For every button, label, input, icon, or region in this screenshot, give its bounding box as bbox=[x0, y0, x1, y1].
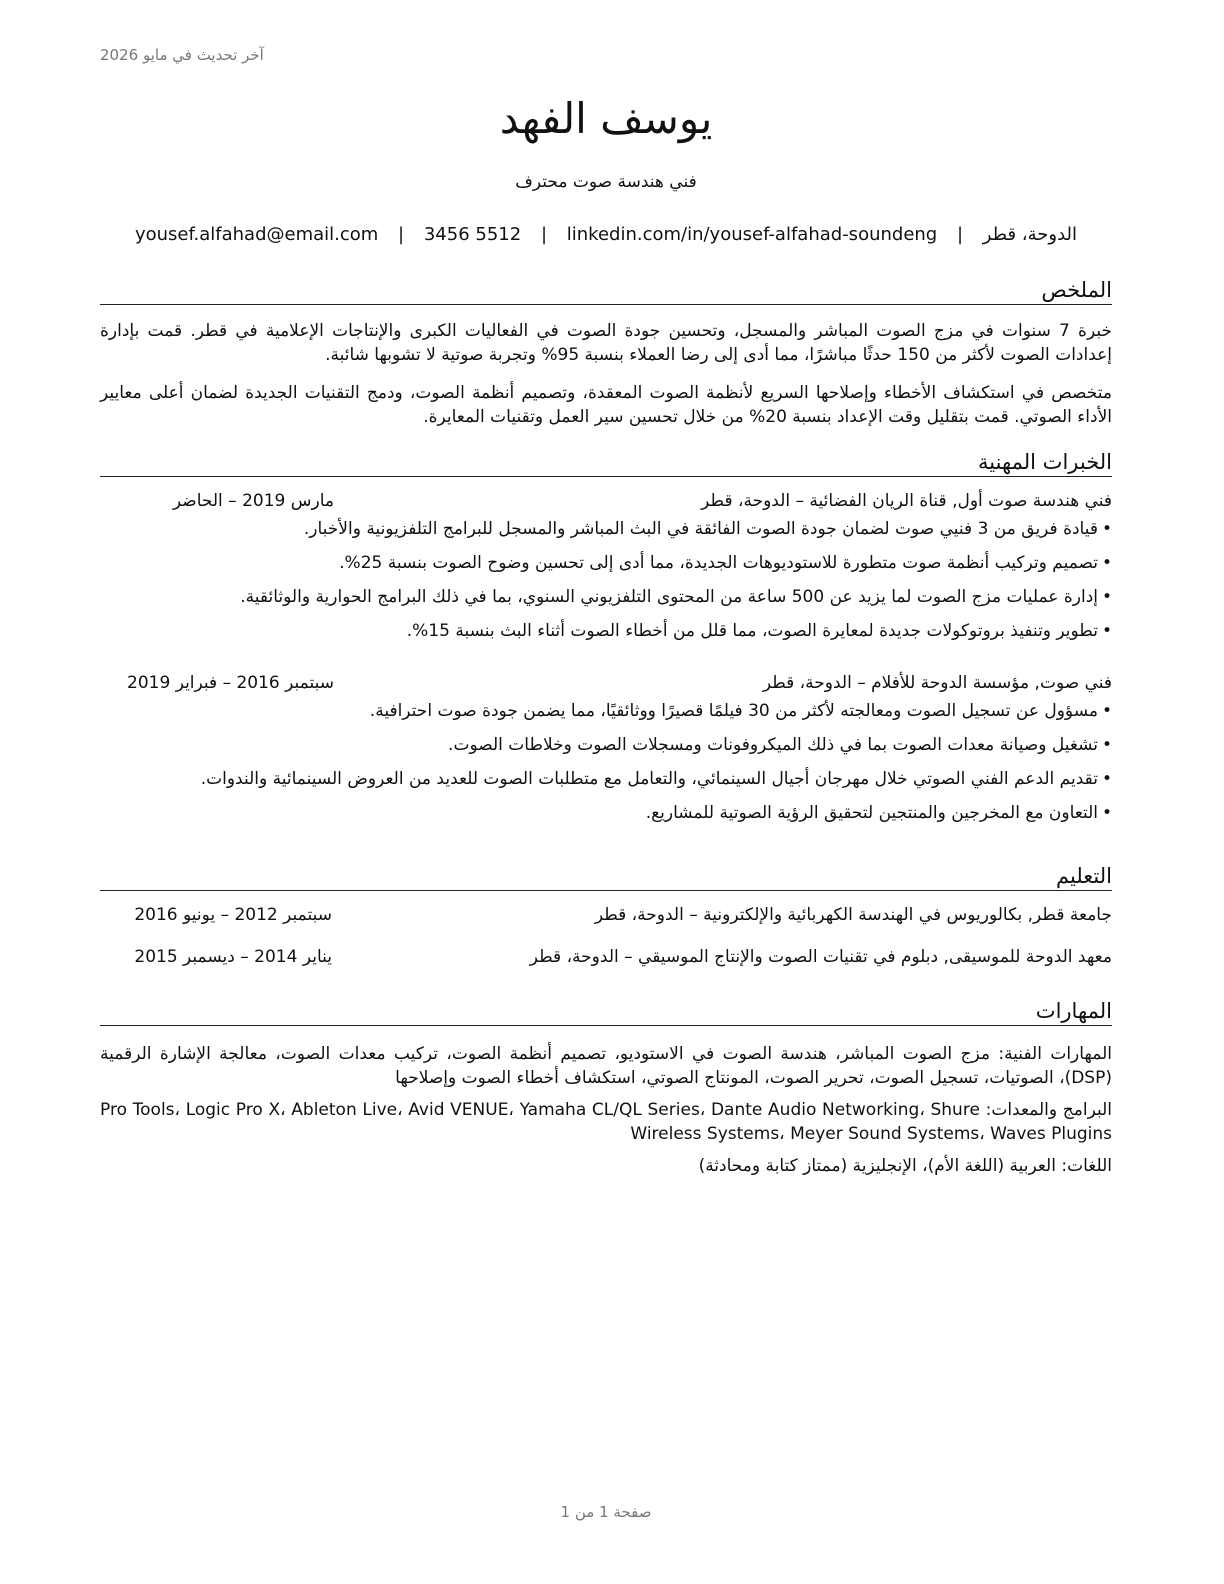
contact-separator: | bbox=[398, 224, 405, 245]
contact-separator: | bbox=[956, 224, 964, 245]
education-title: جامعة قطر, بكالوريوس في الهندسة الكهربائية والإلكترونية – الدوحة، قطر bbox=[594, 905, 1112, 925]
list-item: • تطوير وتنفيذ بروتوكولات جديدة لمعايرة الصوت، مما قلل من أخطاء الصوت أثناء البث بنسبة 15%. bbox=[100, 619, 1112, 653]
resume-page bbox=[100, 0, 1112, 1584]
summary-paragraph: خبرة 7 سنوات في مزج الصوت المباشر والمسجل، وتحسين جودة الصوت في الفعاليات الكبرى والإنتاجات الإعلامية في قطر. قمت بإدارة إعدادات الصوت لأكثر من 150 حدثًا مباشرًا، مما أدى إلى رضا العملاء بنسبة 95% وتجربة صوتية لا تشوبها شائبة. bbox=[100, 321, 1112, 365]
job-bullets bbox=[100, 517, 1112, 653]
page-number: صفحة 1 من 1 bbox=[560, 1503, 652, 1521]
education-dates: يناير 2014 – ديسمبر 2015 bbox=[134, 947, 332, 967]
job-dates: مارس 2019 – الحاضر bbox=[172, 491, 334, 511]
skills-heading: المهارات bbox=[100, 997, 1112, 1026]
education-title: معهد الدوحة للموسيقى, دبلوم في تقنيات الصوت والإنتاج الموسيقي – الدوحة، قطر bbox=[529, 947, 1112, 967]
job-entry bbox=[100, 491, 1112, 653]
candidate-title: فني هندسة صوت محترف bbox=[515, 172, 697, 192]
education-entry bbox=[100, 905, 1112, 931]
contact-email[interactable]: yousef.alfahad@email.com bbox=[134, 224, 379, 245]
skills-line: اللغات: العربية (اللغة الأم)، الإنجليزية (ممتاز كتابة ومحادثة) bbox=[698, 1156, 1112, 1176]
contact-separator: | bbox=[540, 224, 548, 245]
summary-heading: الملخص bbox=[100, 276, 1112, 305]
summary-section bbox=[100, 276, 1112, 429]
list-item: • التعاون مع المخرجين والمنتجين لتحقيق الرؤية الصوتية للمشاريع. bbox=[100, 801, 1112, 835]
list-item: • إدارة عمليات مزج الصوت لما يزيد عن 500 ساعة من المحتوى التلفزيوني السنوي، بما في ذلك البرامج الحوارية والوثائقية. bbox=[100, 585, 1112, 619]
contact-location: الدوحة، قطر bbox=[982, 224, 1078, 245]
skills-line: المهارات الفنية: مزج الصوت المباشر، هندسة الصوت في الاستوديو، تصميم أنظمة الصوت، تركيب معدات الصوت، معالجة الإشارة الرقمية (DSP)، الصوتيات، تسجيل الصوت، تحرير الصوت، المونتاج الصوتي، استكشاف أخطاء الصوت وإصلاحها bbox=[100, 1044, 1112, 1088]
list-item: • مسؤول عن تسجيل الصوت ومعالجته لأكثر من 30 فيلمًا قصيرًا ووثائقيًا، مما يضمن جودة صوت احترافية. bbox=[100, 699, 1112, 733]
skills-line: البرامج والمعدات: Pro Tools، Logic Pro X، Ableton Live، Avid VENUE، Yamaha CL/QL Series، Dante Audio Networking، Shure Wireless Systems، Meyer Sound Systems، Waves Plugins bbox=[100, 1100, 1113, 1144]
contact-line bbox=[100, 224, 1112, 245]
education-section bbox=[100, 862, 1112, 973]
job-title: فني هندسة صوت أول, قناة الريان الفضائية – الدوحة، قطر bbox=[701, 491, 1112, 511]
job-entry bbox=[100, 673, 1112, 835]
education-heading: التعليم bbox=[100, 862, 1112, 891]
education-dates: سبتمبر 2012 – يونيو 2016 bbox=[134, 905, 332, 925]
list-item: • تقديم الدعم الفني الصوتي خلال مهرجان أجيال السينمائي، والتعامل مع متطلبات الصوت للعديد من العروض السينمائية والندوات. bbox=[100, 767, 1112, 801]
list-item: • تصميم وتركيب أنظمة صوت متطورة للاستوديوهات الجديدة، مما أدى إلى تحسين وضوح الصوت بنسبة 25%. bbox=[100, 551, 1112, 585]
summary-paragraph: متخصص في استكشاف الأخطاء وإصلاحها السريع لأنظمة الصوت المعقدة، وتصميم أنظمة الصوت، ودمج التقنيات الجديدة لضمان أعلى معايير الأداء الصوتي. قمت بتقليل وقت الإعداد بنسبة 20% من خلال تحسين سير العمل وتقنيات المعايرة. bbox=[100, 383, 1112, 427]
list-item: • تشغيل وصيانة معدات الصوت بما في ذلك الميكروفونات ومسجلات الصوت وخلاطات الصوت. bbox=[100, 733, 1112, 767]
job-title: فني صوت, مؤسسة الدوحة للأفلام – الدوحة، قطر bbox=[762, 673, 1112, 693]
job-bullets bbox=[100, 699, 1112, 835]
skills-section bbox=[100, 997, 1112, 1178]
candidate-name: يوسف الفهد bbox=[499, 94, 713, 143]
contact-linkedin[interactable]: linkedin.com/in/yousef-alfahad-soundeng bbox=[566, 224, 938, 245]
job-header bbox=[100, 673, 1112, 699]
experience-heading: الخبرات المهنية bbox=[100, 448, 1112, 477]
contact-phone: 3456 5512 bbox=[423, 224, 522, 245]
job-header bbox=[100, 491, 1112, 517]
last-updated: آخر تحديث في مايو 2026 bbox=[100, 46, 264, 64]
education-entry bbox=[100, 947, 1112, 973]
experience-section bbox=[100, 448, 1112, 835]
list-item: • قيادة فريق من 3 فنيي صوت لضمان جودة الصوت الفائقة في البث المباشر والمسجل للبرامج التلفزيونية والأخبار. bbox=[100, 517, 1112, 551]
job-dates: سبتمبر 2016 – فبراير 2019 bbox=[127, 673, 334, 693]
